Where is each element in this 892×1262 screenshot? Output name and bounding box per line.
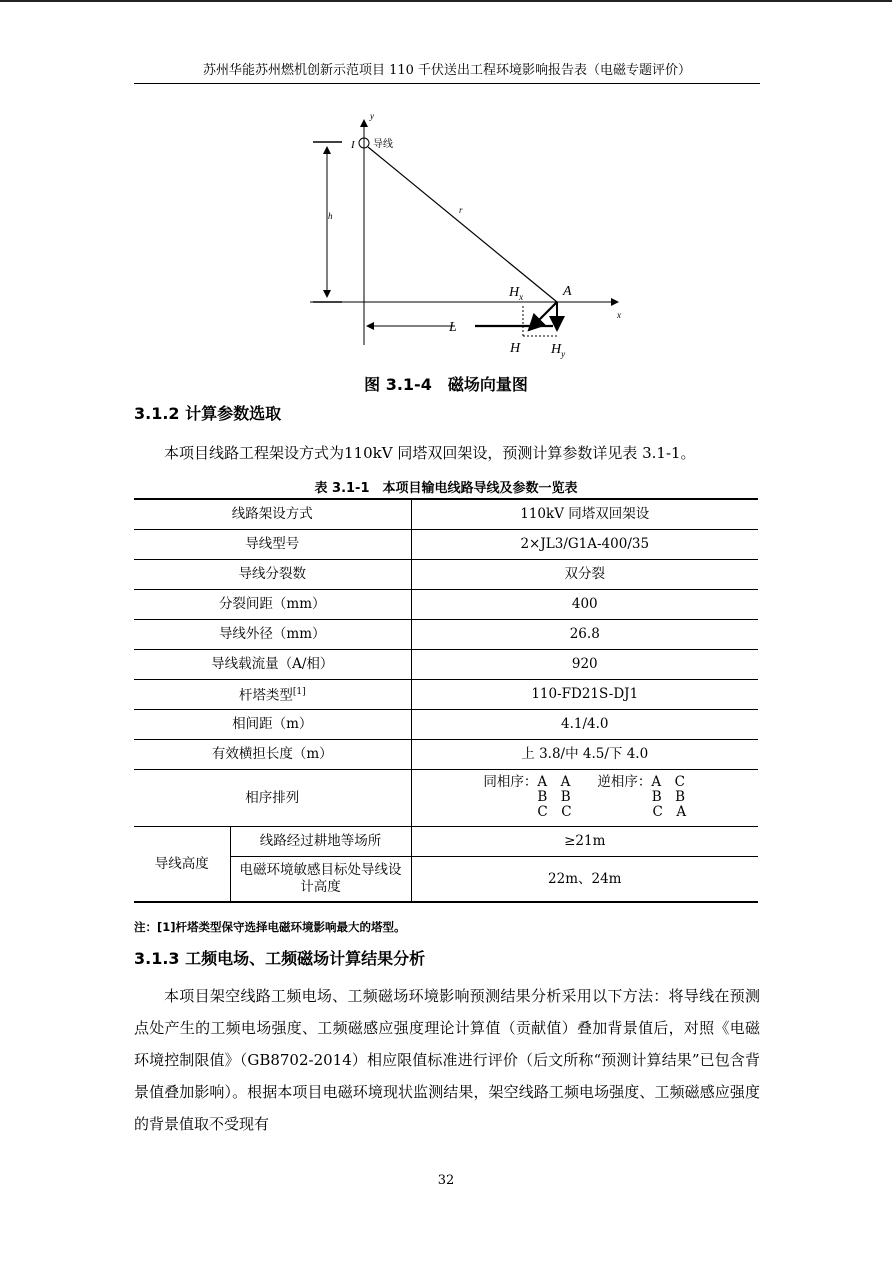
r-label: r [459,205,463,215]
parameter-table [134,498,758,903]
phase-label: 相序排列 [134,770,411,827]
table-row [134,710,758,740]
phase-line: B B B B [483,789,686,805]
footnote-marker: [1] [292,687,306,698]
H-label: H [510,341,521,356]
section-3-1-3-text [134,980,760,1140]
page-top-border [0,0,892,2]
table-row [134,770,758,827]
table-row [134,499,758,530]
row-value: 上 3.8/中 4.5/下 4.0 [411,740,758,770]
row-value: 4.1/4.0 [411,710,758,740]
row-label [134,680,411,710]
height-label: 导线高度 [134,827,230,903]
paragraph: 本项目架空线路工频电场、工频磁场环境影响预测结果分析采用以下方法：将导线在预测点处产生的工频电场强度、工频磁感应强度理论计算值（贡献值）叠加背景值后，对照《电磁环境控制限值》（GB8702-2014）相应限值标准进行评价（后文所称“预测计算结果”已包含背景值叠加影响）。根据本项目电磁环境现状监测结果，架空线路工频电场强度、工频磁感应强度的背景值取不受现有 [134,987,760,1133]
section-3-1-2-text [134,437,760,469]
row-value: 920 [411,650,758,680]
phase-value [411,770,758,827]
row-label: 有效横担长度（m） [134,740,411,770]
h-label: h [328,211,333,221]
height-sub-value: ≥21m [411,827,758,857]
Hx-label: $H_x$ [509,285,524,302]
row-value: 110kV 同塔双回架设 [411,499,758,530]
figure-caption: 图 3.1-4 磁场向量图 [364,375,528,394]
y-axis-label: y [370,111,374,121]
distance-line [368,147,557,302]
L-label: L [449,320,457,335]
row-label: 导线型号 [134,530,411,560]
A-label: A [563,284,572,299]
magnetic-field-vector-diagram [295,105,635,365]
phase-line: C C C A [483,804,687,820]
table-row [134,560,758,590]
row-value: 双分裂 [411,560,758,590]
table-row [134,650,758,680]
table-row [134,680,758,710]
row-label: 相间距（m） [134,710,411,740]
section-3-1-2-title: 3.1.2 计算参数选取 [134,404,282,423]
row-value: 400 [411,590,758,620]
row-label-text: 杆塔类型 [238,687,293,704]
table-row [134,530,758,560]
table-row [134,827,758,857]
x-axis-label: x [617,310,621,320]
table-caption: 表 3.1-1 本项目输电线路导线及参数一览表 [314,481,578,496]
phase-line: 同相序：A A 逆相序：A C [483,774,685,790]
conductor-label: 导线 [373,139,393,150]
Hy-label: $H_y$ [551,342,566,359]
table-note: 注：[1]杆塔类型保守选择电磁环境影响最大的塔型。 [134,920,406,934]
row-label: 线路架设方式 [134,499,411,530]
row-label: 导线外径（mm） [134,620,411,650]
height-sub-label: 电磁环境敏感目标处导线设计高度 [230,857,411,903]
page-header: 苏州华能苏州燃机创新示范项目 110 千伏送出工程环境影响报告表（电磁专题评价） [134,62,760,84]
height-sub-label: 线路经过耕地等场所 [230,827,411,857]
section-3-1-3-title: 3.1.3 工频电场、工频磁场计算结果分析 [134,949,426,968]
row-value: 26.8 [411,620,758,650]
table-row [134,740,758,770]
row-value: 2×JL3/G1A-400/35 [411,530,758,560]
table-row [134,590,758,620]
table-row [134,620,758,650]
current-label: I [351,139,355,151]
row-label: 导线分裂数 [134,560,411,590]
row-label: 导线载流量（A/相） [134,650,411,680]
row-value: 110-FD21S-DJ1 [411,680,758,710]
page-number: 32 [437,1173,455,1188]
row-label: 分裂间距（mm） [134,590,411,620]
phase-sequence [483,775,686,820]
paragraph: 本项目线路工程架设方式为110kV 同塔双回架设，预测计算参数详见表 3.1-1。 [164,444,696,462]
height-sub-value: 22m、24m [411,857,758,903]
